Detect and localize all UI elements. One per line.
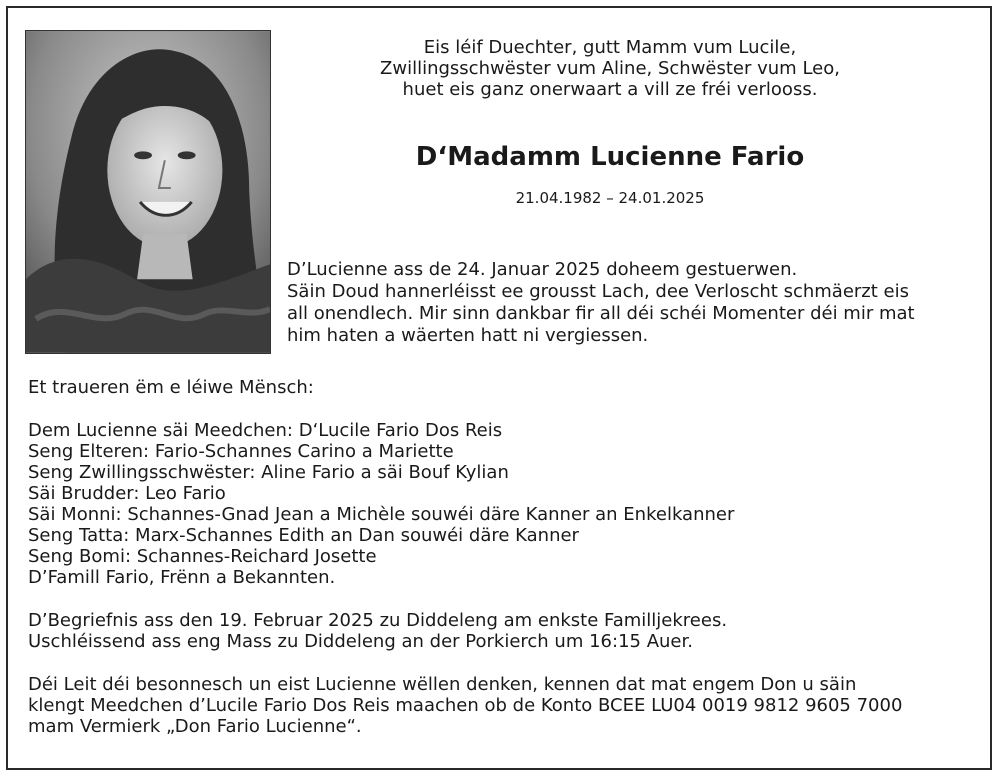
- intro-text: [330, 37, 890, 100]
- notice-line: all onendlech. Mir sinn dankbar fir all déi schéi Momenter déi mir mat: [287, 303, 915, 324]
- life-dates: 21.04.1982 – 24.01.2025: [515, 189, 705, 207]
- mourner-line: Seng Bomi: Schannes-Reichard Josette: [28, 546, 377, 567]
- mourners-heading: Et traueren ëm e léiwe Mënsch:: [28, 377, 314, 398]
- notice-line: him haten a wäerten hatt ni vergiessen.: [287, 325, 649, 346]
- intro-line: huet eis ganz onerwaart a vill ze fréi verlooss.: [402, 79, 818, 100]
- portrait-icon: [26, 31, 270, 353]
- portrait-photo: [25, 30, 271, 354]
- notice-line: Säin Doud hannerléisst ee grousst Lach, dee Verloscht schmäerzt eis: [287, 281, 909, 302]
- donation-line: klengt Meedchen d’Lucile Fario Dos Reis maachen ob de Konto BCEE LU04 0019 9812 9605 7000: [28, 695, 903, 716]
- mourner-line: Seng Tatta: Marx-Schannes Edith an Dan souwéi däre Kanner: [28, 525, 579, 546]
- mourner-line: Seng Elteren: Fario-Schannes Carino a Mariette: [28, 441, 454, 462]
- donation-line: Déi Leit déi besonnesch un eist Lucienne wëllen denken, kennen dat mat engem Don u säin: [28, 674, 857, 695]
- funeral-line: D’Begriefnis ass den 19. Februar 2025 zu Diddeleng am enkste Familljekrees.: [28, 610, 728, 631]
- mourner-line: Säi Monni: Schannes-Gnad Jean a Michèle souwéi däre Kanner an Enkelkanner: [28, 504, 735, 525]
- mourner-line: D’Famill Fario, Frënn a Bekannten.: [28, 567, 336, 588]
- mourner-line: Dem Lucienne säi Meedchen: D‘Lucile Fario Dos Reis: [28, 420, 503, 441]
- intro-line: Eis léif Duechter, gutt Mamm vum Lucile,: [423, 37, 797, 58]
- obituary-body: [28, 377, 988, 737]
- intro-line: Zwillingsschwëster vum Aline, Schwëster vum Leo,: [380, 58, 840, 79]
- death-notice: [287, 259, 987, 347]
- mourner-line: Seng Zwillingsschwëster: Aline Fario a säi Bouf Kylian: [28, 462, 509, 483]
- funeral-line: Uschléissend ass eng Mass zu Diddeleng an der Porkierch um 16:15 Auer.: [28, 631, 693, 652]
- notice-line: D’Lucienne ass de 24. Januar 2025 doheem gestuerwen.: [287, 259, 798, 280]
- donation-line: mam Vermierk „Don Fario Lucienne“.: [28, 716, 362, 737]
- deceased-name: D‘Madamm Lucienne Fario: [415, 142, 805, 172]
- mourner-line: Säi Brudder: Leo Fario: [28, 483, 226, 504]
